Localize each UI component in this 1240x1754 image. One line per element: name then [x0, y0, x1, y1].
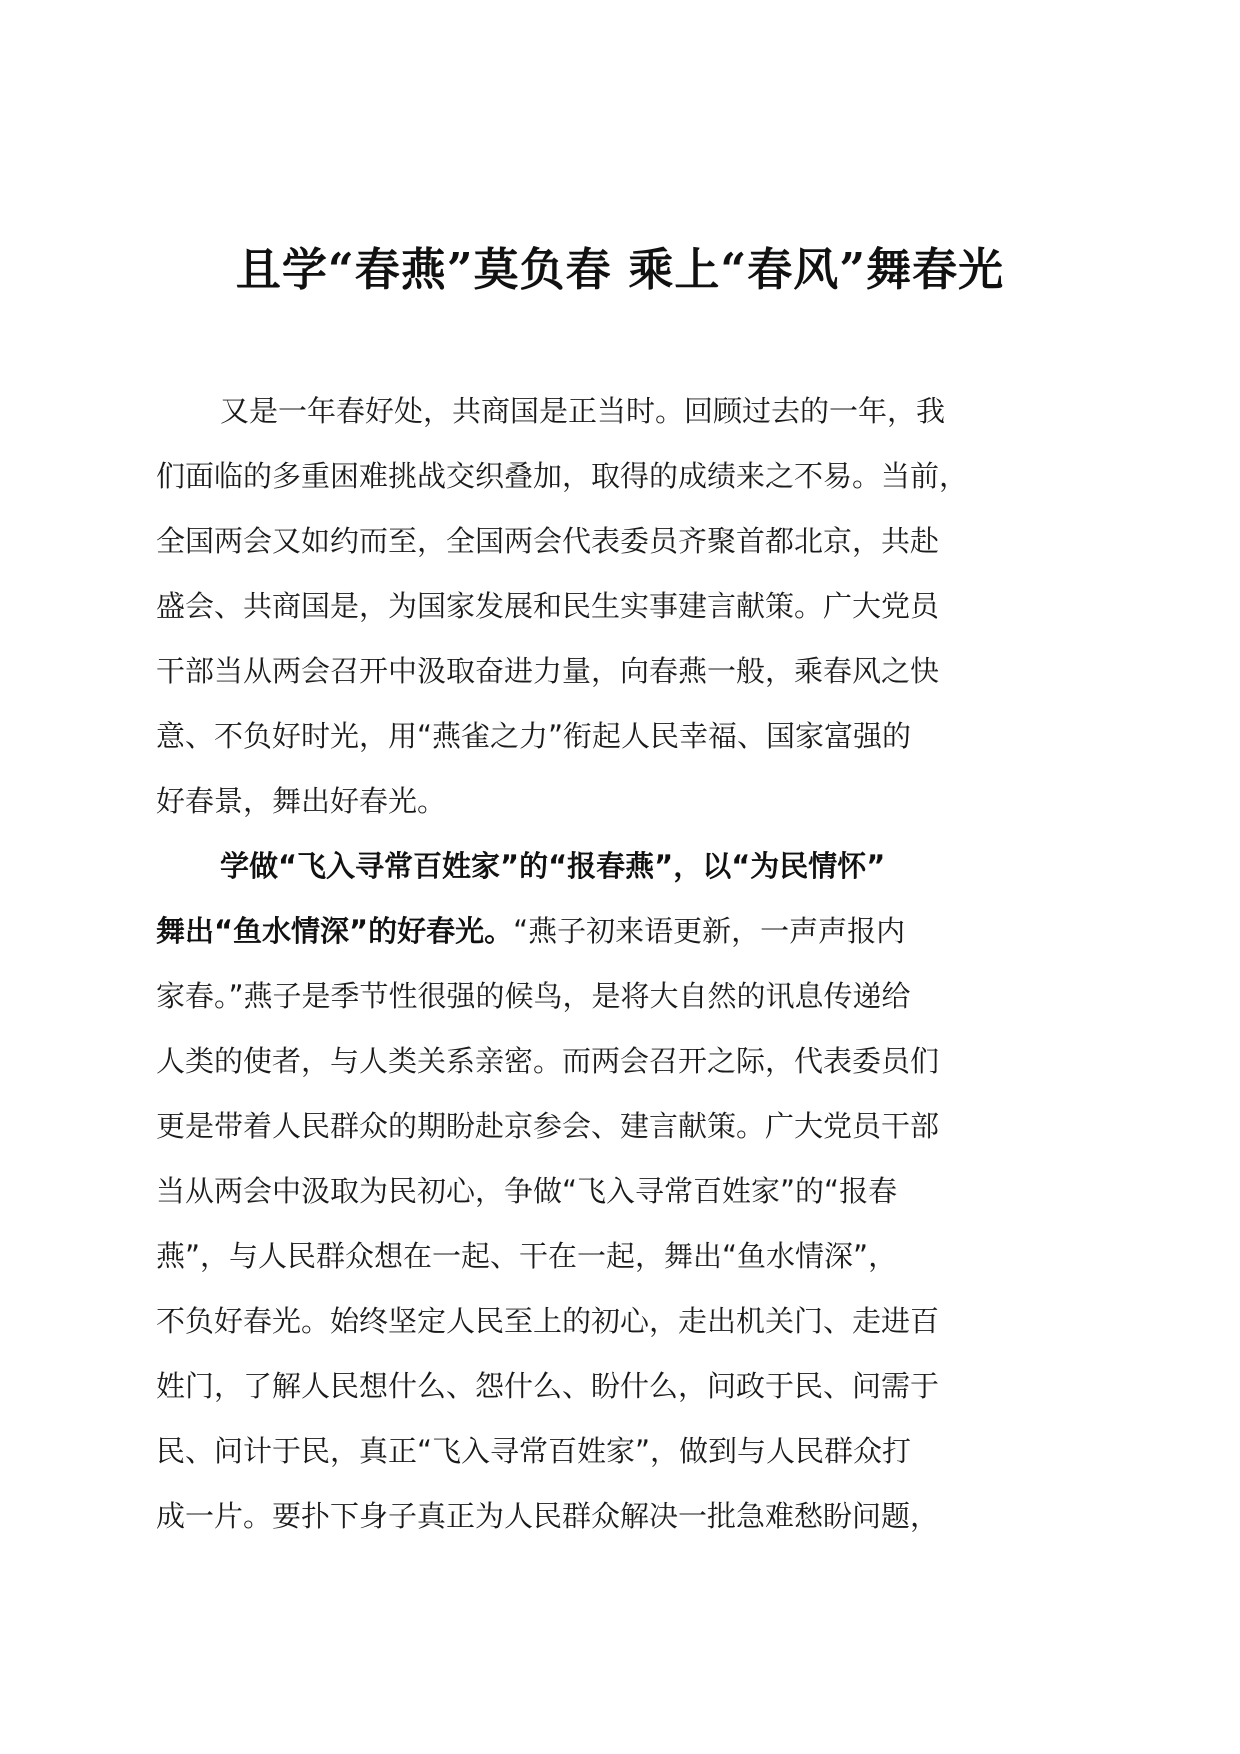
- paragraph-2: [156, 834, 1056, 1549]
- paragraph-line: 好春景，舞出好春光。: [156, 784, 447, 818]
- paragraph-line: 干部当从两会召开中汲取奋进力量，向春燕一般，乘春风之快: [156, 654, 940, 688]
- paragraph-line: 不负好春光。始终坚定人民至上的初心，走出机关门、走进百: [156, 1304, 940, 1338]
- paragraph-lead-heading: 学做“飞入寻常百姓家”的“报春燕”，以“为民情怀”: [220, 849, 886, 883]
- paragraph-line: 意、不负好时光，用“燕雀之力”衔起人民幸福、国家富强的: [156, 719, 912, 753]
- paragraph-line: 燕”，与人民群众想在一起、干在一起，舞出“鱼水情深”，: [156, 1239, 898, 1273]
- paragraph-line: 家春。”燕子是季节性很强的候鸟，是将大自然的讯息传递给: [156, 979, 911, 1013]
- paragraph-line: 又是一年春好处，共商国是正当时。回顾过去的一年，我: [220, 394, 946, 428]
- paragraph-lead-heading-end: 舞出“鱼水情深”的好春光。: [156, 914, 514, 948]
- paragraph-line: 人类的使者，与人类关系亲密。而两会召开之际，代表委员们: [156, 1044, 940, 1078]
- paragraph-line: 成一片。要扑下身子真正为人民群众解决一批急难愁盼问题，: [156, 1499, 940, 1533]
- paragraph-1: [156, 379, 1056, 834]
- document-title: 且学“春燕”莫负春 乘上“春风”舞春光: [235, 243, 1005, 296]
- paragraph-line: 们面临的多重困难挑战交织叠加，取得的成绩来之不易。当前，: [156, 459, 969, 493]
- paragraph-line: 全国两会又如约而至，全国两会代表委员齐聚首都北京，共赴: [156, 524, 940, 558]
- paragraph-line-rest: “燕子初来语更新，一声声报内: [513, 914, 906, 948]
- paragraph-line: 民、问计于民，真正“飞入寻常百姓家”，做到与人民群众打: [156, 1434, 912, 1468]
- paragraph-line: 盛会、共商国是，为国家发展和民生实事建言献策。广大党员: [156, 589, 940, 623]
- paragraph-line: 当从两会中汲取为民初心，争做“飞入寻常百姓家”的“报春: [156, 1174, 898, 1208]
- paragraph-line: [156, 899, 1056, 964]
- paragraph-line: 更是带着人民群众的期盼赴京参会、建言献策。广大党员干部: [156, 1109, 940, 1143]
- paragraph-line: 姓门，了解人民想什么、怨什么、盼什么，问政于民、问需于: [156, 1369, 940, 1403]
